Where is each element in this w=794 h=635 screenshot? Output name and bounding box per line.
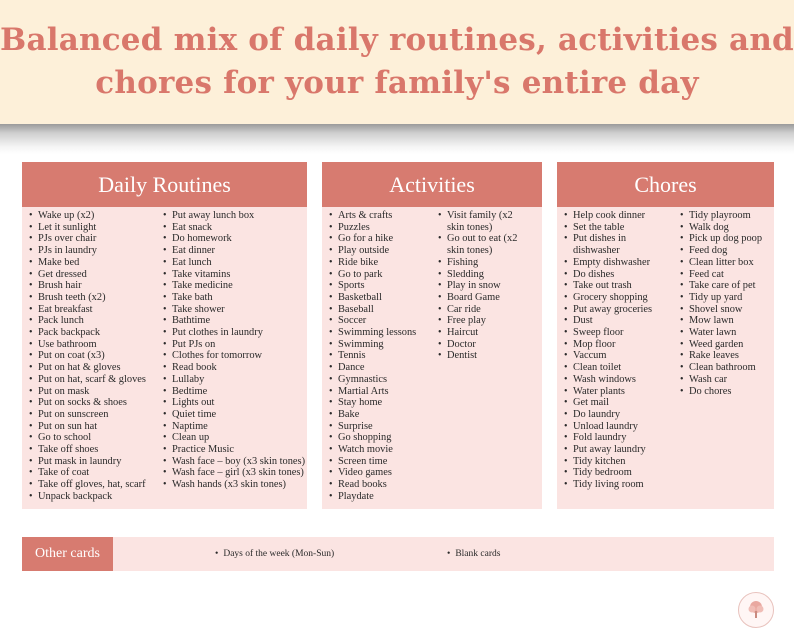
list-item: • Baseball: [328, 304, 437, 316]
list-item: • Sports: [328, 280, 437, 292]
list-item: • Wash windows: [563, 374, 679, 386]
list-item: • Use bathroom: [28, 339, 162, 351]
list-item: • Screen time: [328, 456, 437, 468]
list-item: • Bathtime: [162, 315, 305, 327]
list-item: • Pack lunch: [28, 315, 162, 327]
list-item: • Pick up dog poop: [679, 233, 762, 245]
list-item: • Clean toilet: [563, 362, 679, 374]
list-item: • Gymnastics: [328, 374, 437, 386]
list-item: • PJs over chair: [28, 233, 162, 245]
list-item: • Bedtime: [162, 386, 305, 398]
other-cards-strip: [22, 537, 774, 571]
chores-heading: Chores: [557, 162, 774, 207]
list-item: • Free play: [437, 315, 517, 327]
list-item: • Get dressed: [28, 269, 162, 281]
list-item: • Ride bike: [328, 257, 437, 269]
list-item: • Mow lawn: [679, 315, 762, 327]
list-item: • Tennis: [328, 350, 437, 362]
list-item: • Let it sunlight: [28, 222, 162, 234]
activities-column-2: [437, 210, 517, 503]
banner-shadow: [0, 124, 794, 154]
list-item: • Make bed: [28, 257, 162, 269]
routines-column-2: [162, 210, 305, 503]
chores-column-2: [679, 210, 762, 491]
list-item: • Bake: [328, 409, 437, 421]
list-item: • Put away lunch box: [162, 210, 305, 222]
list-item: • Mop floor: [563, 339, 679, 351]
list-item: • Take shower: [162, 304, 305, 316]
list-item: • Go out to eat (x2 skin tones): [437, 233, 517, 256]
list-item: • Surprise: [328, 421, 437, 433]
list-item: • Visit family (x2 skin tones): [437, 210, 517, 233]
list-item: • Put PJs on: [162, 339, 305, 351]
list-item: • Take bath: [162, 292, 305, 304]
list-item: • Put on sun hat: [28, 421, 162, 433]
activities-heading: Activities: [322, 162, 542, 207]
list-item: • Put mask in laundry: [28, 456, 162, 468]
list-item: • Take off gloves, hat, scarf: [28, 479, 162, 491]
list-item: • Lullaby: [162, 374, 305, 386]
list-item: • Sledding: [437, 269, 517, 281]
list-item: • Help cook dinner: [563, 210, 679, 222]
list-item: • Eat lunch: [162, 257, 305, 269]
list-item: • Put clothes in laundry: [162, 327, 305, 339]
list-item: • Walk dog: [679, 222, 762, 234]
list-item: • Swimming lessons: [328, 327, 437, 339]
list-item: • Go to park: [328, 269, 437, 281]
list-item: • Go shopping: [328, 432, 437, 444]
list-item: • Weed garden: [679, 339, 762, 351]
other-card-blank: • Blank cards: [447, 548, 500, 560]
list-item: • Put on hat & gloves: [28, 362, 162, 374]
list-item: • Puzzles: [328, 222, 437, 234]
list-item: • Wash hands (x3 skin tones): [162, 479, 305, 491]
list-item: • Take out trash: [563, 280, 679, 292]
list-item: • Grocery shopping: [563, 292, 679, 304]
activities-column-1: [328, 210, 437, 503]
list-item: • Take off shoes: [28, 444, 162, 456]
list-item: • Stay home: [328, 397, 437, 409]
daily-routines-panel: [22, 162, 307, 509]
list-item: • Clean bathroom: [679, 362, 762, 374]
list-item: • Feed cat: [679, 269, 762, 281]
list-item: • Doctor: [437, 339, 517, 351]
list-item: • Wash face – girl (x3 skin tones): [162, 467, 305, 479]
list-item: • Play in snow: [437, 280, 517, 292]
list-item: • Quiet time: [162, 409, 305, 421]
list-item: • Empty dishwasher: [563, 257, 679, 269]
list-item: • Take of coat: [28, 467, 162, 479]
list-item: • Haircut: [437, 327, 517, 339]
list-item: • Clean litter box: [679, 257, 762, 269]
other-cards-label: Other cards: [22, 537, 113, 571]
list-item: • Swimming: [328, 339, 437, 351]
list-item: • Take vitamins: [162, 269, 305, 281]
list-item: • Put on sunscreen: [28, 409, 162, 421]
list-item: • Board Game: [437, 292, 517, 304]
list-item: • Dance: [328, 362, 437, 374]
list-item: • Brush hair: [28, 280, 162, 292]
list-item: • Eat breakfast: [28, 304, 162, 316]
list-item: • Take care of pet: [679, 280, 762, 292]
list-item: • Put dishes in dishwasher: [563, 233, 679, 256]
list-item: • Tidy kitchen: [563, 456, 679, 468]
list-item: • Clothes for tomorrow: [162, 350, 305, 362]
list-item: • Clean up: [162, 432, 305, 444]
list-item: • Lights out: [162, 397, 305, 409]
list-item: • Feed dog: [679, 245, 762, 257]
list-item: • Rake leaves: [679, 350, 762, 362]
list-item: • Shovel snow: [679, 304, 762, 316]
list-item: • Playdate: [328, 491, 437, 503]
activities-panel: [322, 162, 542, 509]
list-item: • PJs in laundry: [28, 245, 162, 257]
list-item: • Put away groceries: [563, 304, 679, 316]
list-item: • Watch movie: [328, 444, 437, 456]
list-item: • Read book: [162, 362, 305, 374]
list-item: • Basketball: [328, 292, 437, 304]
list-item: • Unload laundry: [563, 421, 679, 433]
list-item: • Martial Arts: [328, 386, 437, 398]
list-item: • Car ride: [437, 304, 517, 316]
list-item: • Tidy up yard: [679, 292, 762, 304]
list-item: • Water lawn: [679, 327, 762, 339]
list-item: • Vaccum: [563, 350, 679, 362]
routines-column-1: [28, 210, 162, 503]
list-item: • Naptime: [162, 421, 305, 433]
list-item: • Arts & crafts: [328, 210, 437, 222]
title-line-1: Balanced mix of daily routines, activities and: [0, 22, 794, 58]
list-item: • Do dishes: [563, 269, 679, 281]
list-item: • Unpack backpack: [28, 491, 162, 503]
list-item: • Soccer: [328, 315, 437, 327]
list-item: • Go to school: [28, 432, 162, 444]
list-item: • Fishing: [437, 257, 517, 269]
chores-panel: [557, 162, 774, 509]
title-line-2: chores for your family's entire day: [95, 65, 699, 101]
list-item: • Pack backpack: [28, 327, 162, 339]
list-item: • Do laundry: [563, 409, 679, 421]
list-item: • Get mail: [563, 397, 679, 409]
list-item: • Do chores: [679, 386, 762, 398]
list-item: • Eat dinner: [162, 245, 305, 257]
list-item: • Do homework: [162, 233, 305, 245]
list-item: • Put on mask: [28, 386, 162, 398]
list-item: • Set the table: [563, 222, 679, 234]
list-item: • Wake up (x2): [28, 210, 162, 222]
list-item: • Wash car: [679, 374, 762, 386]
list-item: • Wash face – boy (x3 skin tones): [162, 456, 305, 468]
list-item: • Sweep floor: [563, 327, 679, 339]
list-item: • Read books: [328, 479, 437, 491]
list-item: • Tidy living room: [563, 479, 679, 491]
list-item: • Put away laundry: [563, 444, 679, 456]
other-card-days-of-week: • Days of the week (Mon-Sun): [215, 548, 334, 560]
list-item: • Brush teeth (x2): [28, 292, 162, 304]
daily-routines-heading: Daily Routines: [22, 162, 307, 207]
chores-column-1: [563, 210, 679, 491]
list-item: • Take medicine: [162, 280, 305, 292]
list-item: • Video games: [328, 467, 437, 479]
page-title: [0, 19, 794, 105]
list-item: • Tidy playroom: [679, 210, 762, 222]
list-item: • Eat snack: [162, 222, 305, 234]
list-item: • Practice Music: [162, 444, 305, 456]
list-item: • Fold laundry: [563, 432, 679, 444]
list-item: • Water plants: [563, 386, 679, 398]
title-banner: [0, 0, 794, 124]
list-item: • Go for a hike: [328, 233, 437, 245]
list-item: • Put on socks & shoes: [28, 397, 162, 409]
list-item: • Play outside: [328, 245, 437, 257]
list-item: • Put on coat (x3): [28, 350, 162, 362]
list-item: • Dust: [563, 315, 679, 327]
list-item: • Dentist: [437, 350, 517, 362]
list-item: • Tidy bedroom: [563, 467, 679, 479]
tree-logo-icon: [738, 592, 774, 628]
list-item: • Put on hat, scarf & gloves: [28, 374, 162, 386]
